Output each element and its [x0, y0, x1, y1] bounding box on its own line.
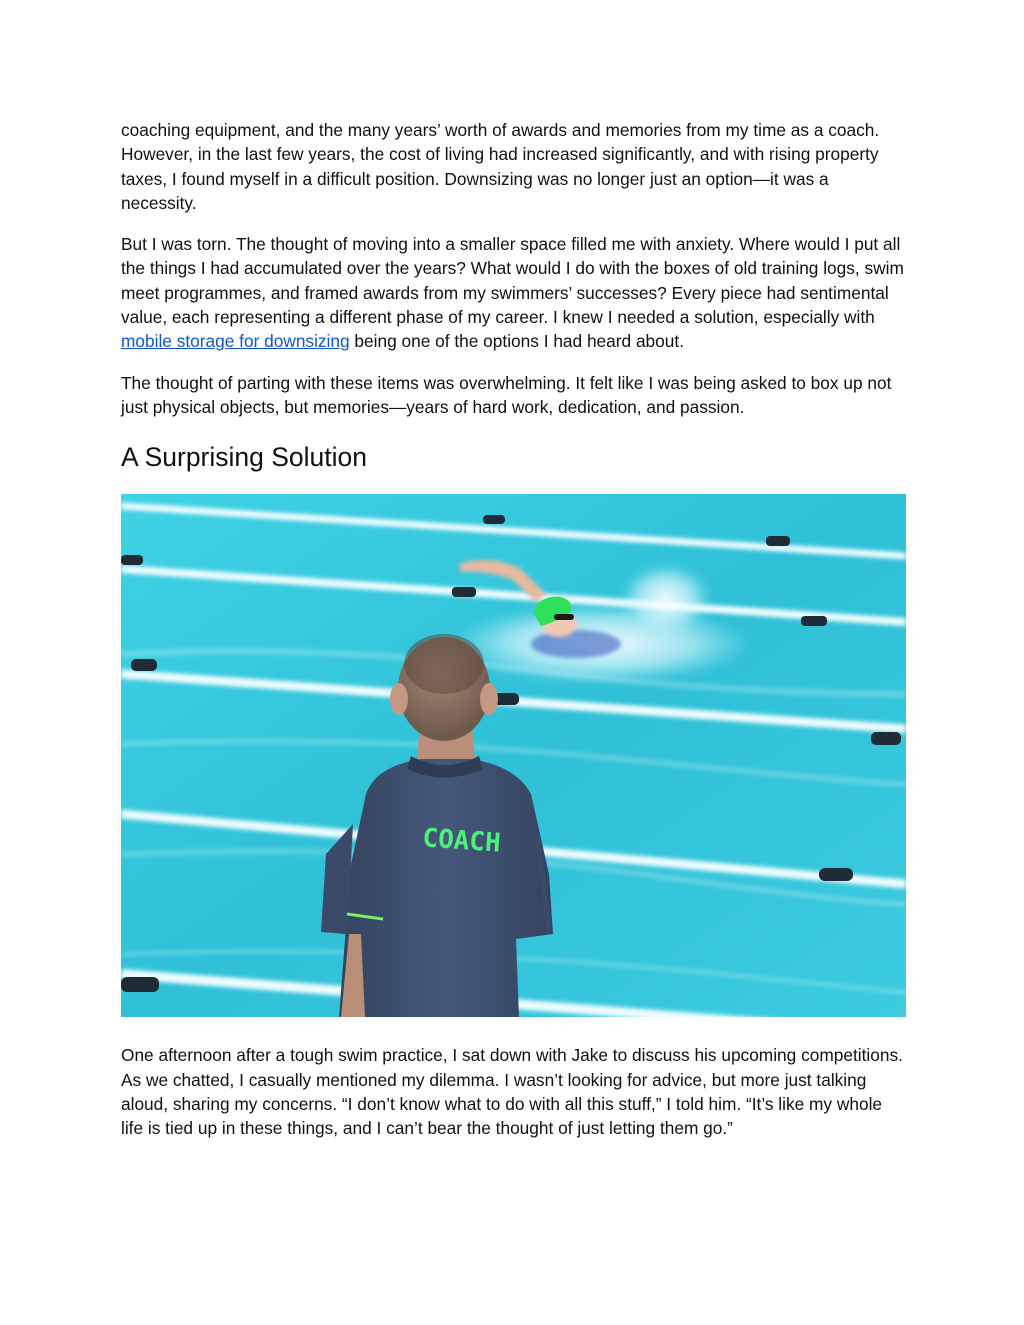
paragraph: The thought of parting with these items was overwhelming. It felt like I was being asked to box up not just physical objects, but memories—years of hard work, dedication, and passion. [121, 372, 892, 417]
paragraph: coaching equipment, and the many years’ worth of awards and memories from my time as a coach. However, in the last few years, the cost of living had increased significantly, and with rising property taxes, I found myself in a difficult position. Downsizing was no longer just an option—it was a necessity. [121, 120, 880, 213]
mobile-storage-link[interactable]: mobile storage for downsizing [121, 331, 350, 352]
coach-pool-illustration [121, 494, 906, 1017]
paragraph-text: But I was torn. The thought of moving into a smaller space filled me with anxiety. Where would I put all the things I had accumulated over the years? What would I do with the boxes of old training logs, swim meet programmes, and framed awards from my swimmers’ successes? Every piece had sentimental value, each representing a different phase of my career. I knew I needed a solution, especially with [121, 234, 904, 328]
paragraph-with-link [121, 232, 906, 353]
shirt-print-text: COACH [421, 823, 502, 859]
paragraph: One afternoon after a tough swim practice, I sat down with Jake to discuss his upcoming competitions. As we chatted, I casually mentioned my dilemma. I wasn’t looking for advice, but more just talking aloud, sharing my concerns. “I don’t know what to do with all this stuff,” I told him. “It’s like my whole life is tied up in these things, and I can’t bear the thought of just letting them go.” [121, 1045, 903, 1139]
paragraph-text: being one of the options I had heard about. [349, 331, 684, 352]
document-page [121, 118, 906, 1140]
coach-pool-photo [121, 494, 906, 1017]
section-heading: A Surprising Solution [121, 442, 368, 473]
